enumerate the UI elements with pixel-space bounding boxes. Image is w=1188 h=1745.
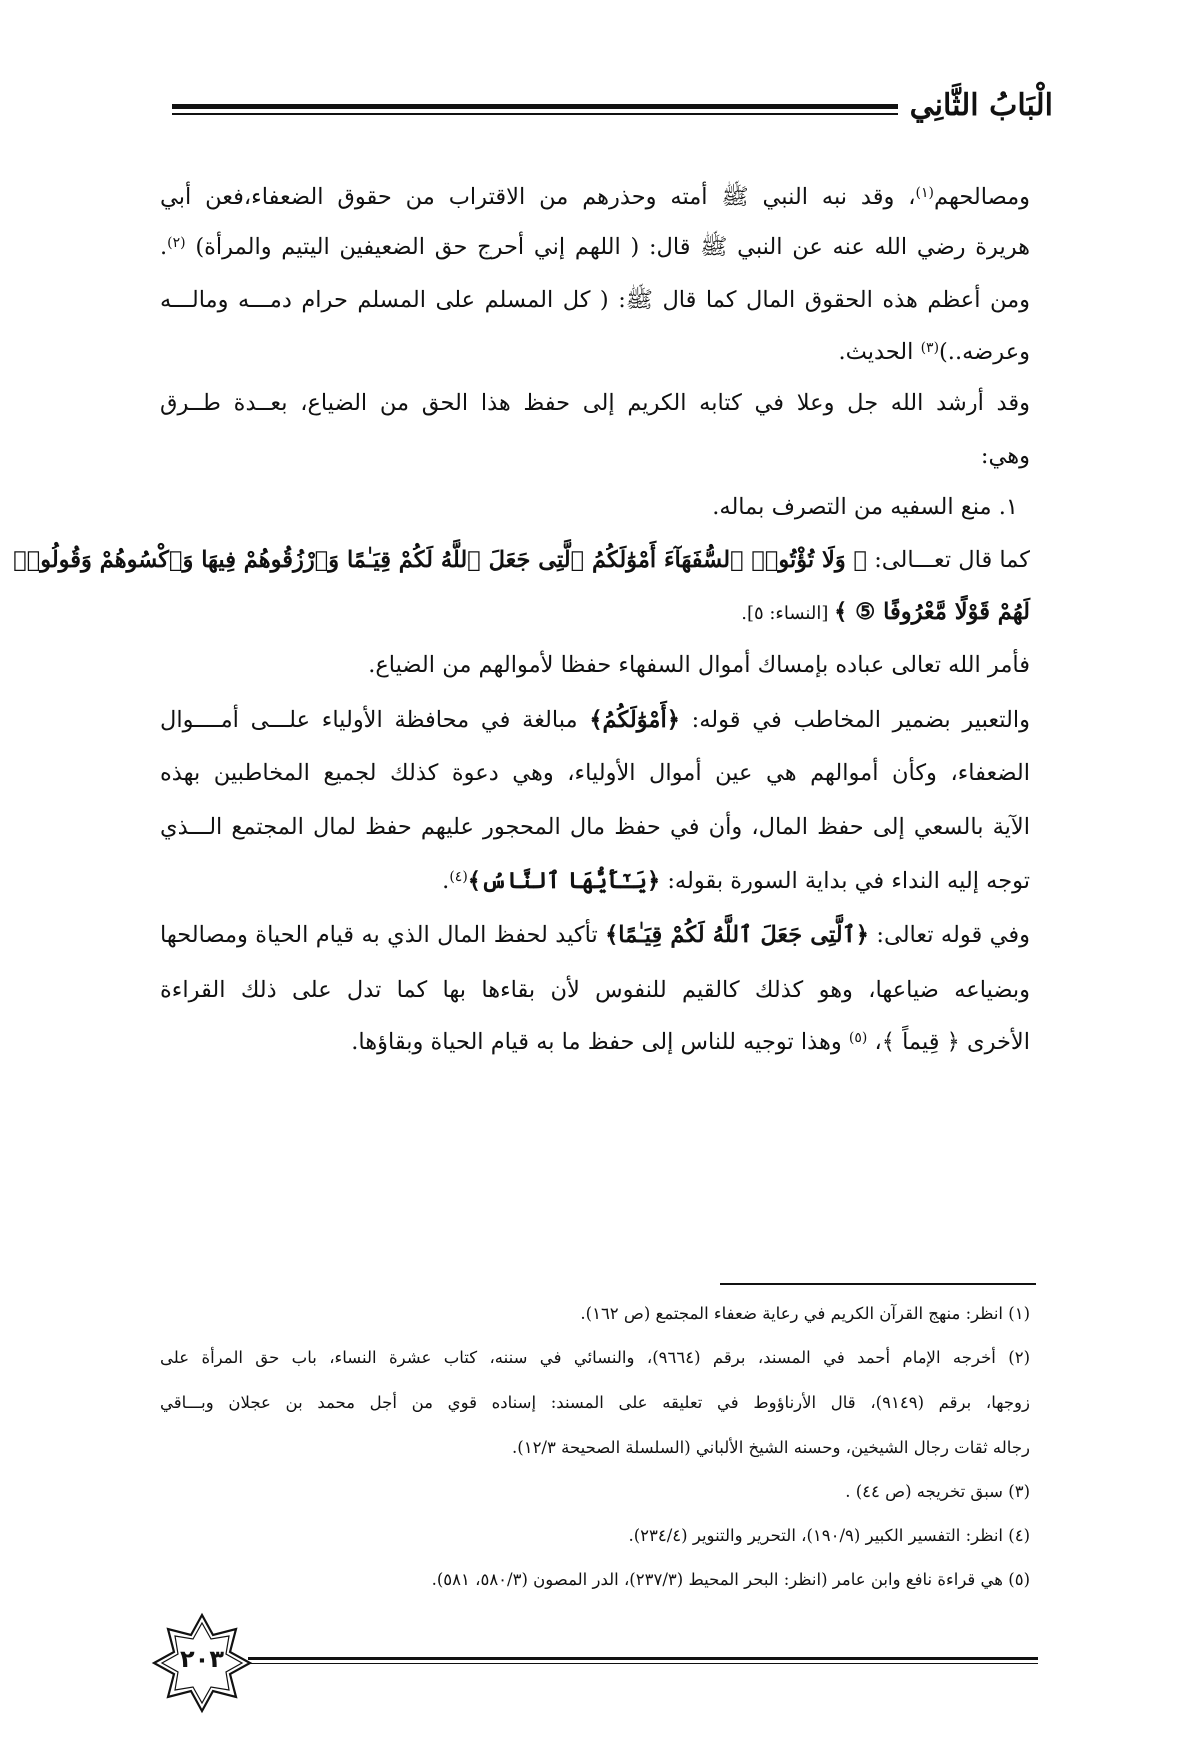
footnote: زوجها، برقم (٩١٤٩)، قال الأرناؤوط في تعليقه على المسند: إسناده قوي من أجل محمد بن عجلان وبـــاقي — [160, 1393, 1030, 1412]
text-line: وفي قوله تعالى: ﴿ٱلَّتِى جَعَلَ ٱللَّهُ لَكُمْ قِيَـٰمًا﴾ تأكيد لحفظ المال الذي به قيام الحياة ومصالحها — [160, 922, 1030, 948]
text-line: ومن أعظم هذه الحقوق المال كما قال ﷺ: ( كل المسلم على المسلم حرام دمـــه ومالـــه — [160, 287, 1030, 313]
text-line — [160, 597, 1030, 629]
footer-rule-thick — [248, 1657, 1038, 1660]
footnote: رجاله ثقات رجال الشيخين، وحسنه الشيخ الألباني (السلسلة الصحيحة ١٢/٣). — [512, 1438, 1030, 1457]
text-line: توجه إليه النداء في بداية السورة بقوله: ﴿يَـٰٓأَيُّهَا ٱلنَّاسُ﴾$^{(٤)}$. — [442, 868, 1030, 894]
text-line: وهي: — [980, 443, 1030, 469]
footnote-ref[interactable]: (٤) — [449, 869, 468, 885]
footnote-ref[interactable]: (٥) — [848, 1030, 868, 1046]
footnote-separator — [720, 1283, 1036, 1285]
text-line: فأمر الله تعالى عباده بإمساك أموال السفهاء حفظا لأموالهم من الضياع. — [368, 652, 1030, 678]
header-rule-thick — [172, 104, 898, 109]
text-line: كما قال تعـــالى: ﴿ وَلَا تُؤْتُوا۟ ٱلسُّفَهَآءَ أَمْوَٰلَكُمُ ٱلَّتِى جَعَلَ ٱللَّهُ لَكُمْ قِيَـٰمًا وَٱرْزُقُوهُمْ فِيهَا وَٱكْسُوهُمْ وَقُولُوا۟ — [13, 547, 1030, 573]
footnote: (٢) أخرجه الإمام أحمد في المسند، برقم (٩٦٦٤)، والنسائي في سننه، كتاب عشرة النساء، باب حق المرأة على — [160, 1348, 1031, 1367]
quran-verse: ﴿ٱلَّتِى جَعَلَ ٱللَّهُ لَكُمْ قِيَـٰمًا﴾ — [605, 922, 869, 948]
footer-rule-thin — [248, 1663, 1038, 1664]
text-line: وقد أرشد الله جل وعلا في كتابه الكريم إلى حفظ هذا الحق من الضياع، بعــدة طــرق — [160, 390, 1030, 416]
text-line: ومصالحهم$^{(١)}$، وقد نبه النبي ﷺ أمته وحذرهم من الاقتراب من حقوق الضعفاء،فعن أبي — [160, 184, 1030, 210]
footnote: (١) انظر: منهج القرآن الكريم في رعاية ضعفاء المجتمع (ص ١٦٢). — [580, 1304, 1030, 1323]
quran-verse: لَهُمْ قَوْلًا مَّعْرُوفًا ⑤ ﴾ — [834, 599, 1030, 625]
text-line: وعرضه..)$^{(٣)}$ الحديث. — [838, 339, 1030, 365]
footnote-ref[interactable]: (١) — [915, 185, 934, 201]
footnote: (٤) انظر: التفسير الكبير (١٩٠/٩)، التحرير والتنوير (٢٣٤/٤). — [628, 1526, 1030, 1545]
header-rule-thin — [172, 113, 898, 115]
list-item: ١. منع السفيه من التصرف بماله. — [712, 494, 1018, 520]
footnote-ref[interactable]: (٢) — [167, 235, 186, 251]
quran-verse: ﴿أَمْوَٰلَكُمُ﴾ — [589, 707, 680, 733]
quran-verse: ﴿ وَلَا تُؤْتُوا۟ ٱلسُّفَهَآءَ أَمْوَٰلَكُمُ ٱلَّتِى جَعَلَ ٱللَّهُ لَكُمْ قِيَـٰمًا وَٱرْزُقُوهُمْ فِيهَا وَٱكْسُوهُمْ وَقُولُوا۟ — [13, 547, 868, 573]
footnote-ref[interactable]: (٣) — [920, 340, 940, 356]
text-line: والتعبير بضمير المخاطب في قوله: ﴿أَمْوَٰلَكُمُ﴾ مبالغة في محافظة الأولياء علـــى أمــــوال — [160, 707, 1030, 733]
text-line: هريرة رضي الله عنه عن النبي ﷺ قال: ( اللهم إني أحرج حق الضعيفين اليتيم والمرأة) $^{(٢)}$. — [160, 234, 1030, 260]
verse-reference: [النساء: ٥]. — [741, 603, 835, 624]
text-line: الضعفاء، وكأن أموالهم هي عين أموال الأولياء، وهي دعوة كذلك لجميع المخاطبين بهذه — [160, 760, 1030, 786]
quran-verse: ﴿يَـٰٓأَيُّهَا ٱلنَّاسُ﴾ — [467, 868, 661, 894]
text-line: الآية بالسعي إلى حفظ المال، وأن في حفظ مال المحجور عليهم حفظ لمال المجتمع الـــذي — [160, 814, 1030, 840]
chapter-title: الْبَابُ الثَّانِي — [909, 88, 1053, 123]
footnote: (٣) سبق تخريجه (ص ٤٤) . — [845, 1482, 1030, 1501]
page-number: ٢٠٣ — [180, 1645, 224, 1673]
text-line: الأخرى ﴿ قِيماً ﴾، $^{(٥)}$ وهذا توجيه للناس إلى حفظ ما به قيام الحياة وبقاؤها. — [351, 1029, 1030, 1055]
text-line: وبضياعه ضياعها، وهو كذلك كالقيم للنفوس لأن بقاءها بها كما تدل على ذلك القراءة — [160, 977, 1030, 1003]
footnote: (٥) هي قراءة نافع وابن عامر (انظر: البحر المحيط (٢٣٧/٣)، الدر المصون (٥٨٠/٣، ٥٨١). — [431, 1570, 1030, 1589]
